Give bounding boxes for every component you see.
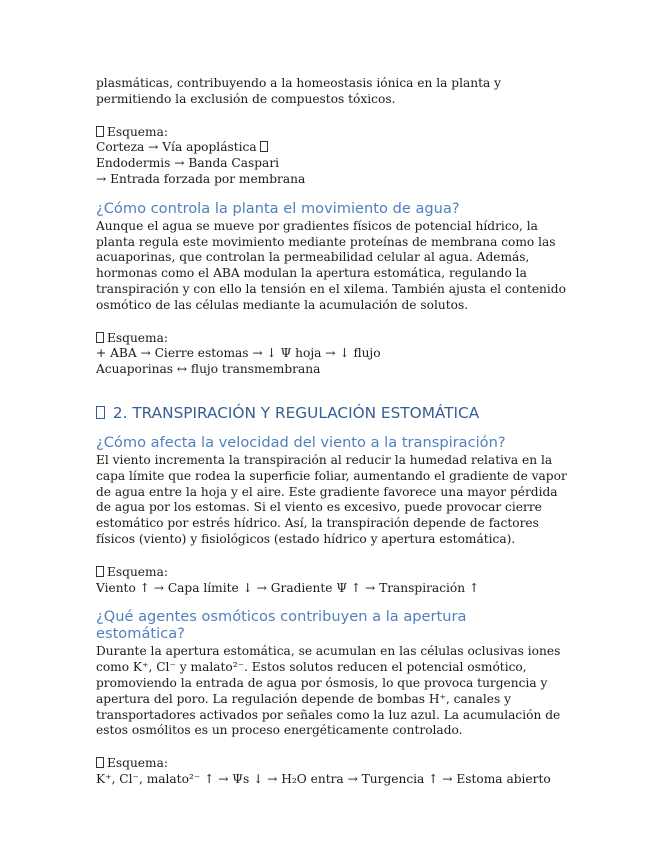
paragraph-line: transportadores activados por señales como la luz azul. La acumulación de [96, 707, 561, 722]
paragraph-line: físicos (viento) y fisiológicos (estado hídrico y apertura estomática). [96, 531, 516, 546]
paragraph-line: apertura del poro. La regulación depende de bombas H⁺, canales y [96, 691, 511, 706]
scheme-label: Esquema: [107, 124, 168, 139]
paragraph-line: estomático por estrés hídrico. Así, la transpiración depende de factores [96, 516, 539, 531]
scheme-label: Esquema: [107, 756, 168, 771]
scheme-line: Viento ↑ → Capa límite ↓ → Gradiente Ψ ↑ → Transpiración ↑ [96, 580, 480, 595]
paragraph-line: El viento incrementa la transpiración al reducir la humedad relativa en la [96, 452, 553, 467]
scheme-1 [96, 125, 566, 188]
scheme-line: Endodermis → Banda Caspari [96, 156, 280, 171]
chapter-title: 2. TRANSPIRACIÓN Y REGULACIÓN ESTOMÁTICA [112, 403, 480, 422]
chapter-heading [96, 404, 566, 422]
paragraph-line: estos osmólitos es un proceso energéticamente controlado. [96, 723, 463, 738]
section-heading-osmotic [96, 608, 566, 642]
paragraph-line: osmótico de las células mediante la acumulación de solutos. [96, 297, 469, 312]
scheme-3 [96, 565, 566, 597]
intro-line: plasmáticas, contribuyendo a la homeostasis iónica en la planta y [96, 76, 502, 90]
paragraph-line: promoviendo la entrada de agua por ósmosis, lo que provoca turgencia y [96, 675, 548, 690]
intro-paragraph [96, 76, 566, 108]
scheme-label-row [96, 565, 566, 581]
scheme-line: K⁺, Cl⁻, malato²⁻ ↑ → Ψs ↓ → H₂O entra → Turgencia ↑ → Estoma abierto [96, 771, 551, 786]
scheme-line: → Entrada forzada por membrana [96, 171, 306, 186]
document-page [96, 76, 566, 788]
scheme-line: Acuaporinas ↔ flujo transmembrana [96, 362, 321, 377]
paragraph-line: Aunque el agua se mueve por gradientes físicos de potencial hídrico, la [96, 218, 538, 233]
paragraph-line: planta regula este movimiento mediante proteínas de membrana como las [96, 234, 556, 249]
paragraph-line: Durante la apertura estomática, se acumulan en las células oclusivas iones [96, 644, 561, 659]
paragraph-line: como K⁺, Cl⁻ y malato²⁻. Estos solutos reducen el potencial osmótico, [96, 660, 527, 675]
scheme-line: Corteza → Vía apoplástica [96, 140, 566, 156]
missing-glyph-icon [96, 566, 104, 577]
missing-glyph-icon [96, 406, 105, 419]
paragraph-line: hormonas como el ABA modulan la apertura estomática, regulando la [96, 266, 527, 281]
section-paragraph-water [96, 219, 566, 314]
heading-line: estomática? [96, 625, 185, 643]
scheme-label-row [96, 756, 566, 772]
missing-glyph-icon [96, 126, 104, 137]
paragraph-line: capa límite que rodea la superficie foliar, aumentando el gradiente de vapor [96, 468, 567, 483]
heading-line: ¿Qué agentes osmóticos contribuyen a la apertura [96, 608, 467, 626]
scheme-label: Esquema: [107, 330, 168, 345]
scheme-label-row [96, 125, 566, 141]
paragraph-line: acuaporinas, que controlan la permeabilidad celular al agua. Además, [96, 250, 530, 265]
missing-glyph-icon [96, 332, 104, 343]
scheme-label-row [96, 331, 566, 347]
paragraph-line: transpiración y con ello la tensión en el xilema. También ajusta el contenido [96, 281, 566, 296]
intro-line: permitiendo la exclusión de compuestos tóxicos. [96, 91, 396, 106]
section-paragraph-osmotic [96, 644, 566, 739]
scheme-2 [96, 331, 566, 378]
section-paragraph-wind [96, 453, 566, 548]
paragraph-line: de agua entre la hoja y el aire. Este gradiente favorece una mayor pérdida [96, 484, 558, 499]
section-heading-water: ¿Cómo controla la planta el movimiento de agua? [96, 199, 460, 217]
section-heading-wind: ¿Cómo afecta la velocidad del viento a la transpiración? [96, 433, 506, 451]
scheme-label: Esquema: [107, 564, 168, 579]
missing-glyph-icon [96, 757, 104, 768]
paragraph-line: de agua por los estomas. Si el viento es excesivo, puede provocar cierre [96, 500, 542, 515]
scheme-4 [96, 756, 566, 788]
scheme-line: + ABA → Cierre estomas → ↓ Ψ hoja → ↓ flujo [96, 346, 381, 361]
missing-glyph-icon [260, 141, 268, 152]
